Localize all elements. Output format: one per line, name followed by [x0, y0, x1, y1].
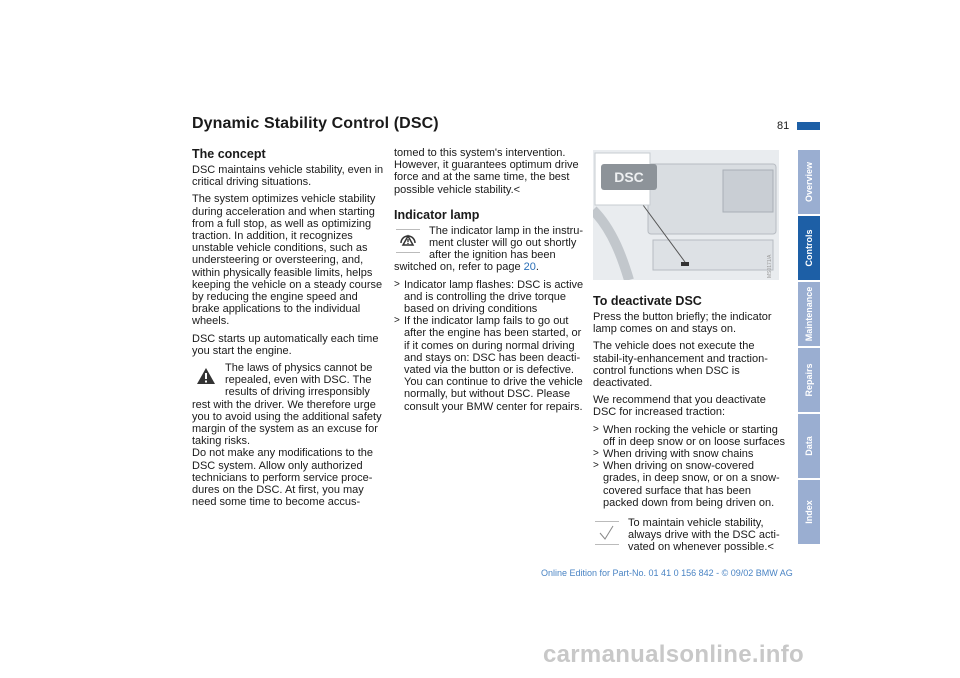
- warning-text: The laws of physics cannot be repealed, even with DSC. The results of driving irresponsibly rest with the driver. We therefore urge you to avoid using the additional safety margin of the system as an excuse for taking risks.: [192, 362, 382, 448]
- concept-paragraph-1: DSC maintains vehicle stability, even in critical driving situations.: [192, 164, 384, 189]
- list-item: > Indicator lamp flashes: DSC is active and is controlling the drive torque based on driving conditions: [394, 279, 587, 316]
- heading-concept: The concept: [192, 147, 266, 161]
- tab-label: Maintenance: [804, 286, 814, 342]
- image-code: MS0171/A: [767, 254, 773, 278]
- tip-sentence: To maintain vehicle stability, always drive with the DSC acti-vated on whenever possible.: [628, 517, 780, 554]
- dsc-warning-lamp-icon: [396, 229, 420, 253]
- indicator-note: [394, 225, 587, 274]
- tab-label: Controls: [804, 229, 814, 267]
- indicator-note-period: .: [535, 261, 539, 274]
- end-mark: <: [513, 183, 521, 196]
- dsc-button-label: DSC: [614, 169, 644, 185]
- checkmark-icon: [595, 521, 619, 545]
- tab-label: Repairs: [804, 363, 814, 397]
- tab-label: Data: [804, 436, 814, 456]
- heading-indicator-lamp: Indicator lamp: [394, 207, 480, 222]
- tip-text: [593, 517, 786, 554]
- list-item: > When driving on snow-covered grades, in deep snow, or on a snow-covered surface that has been packed down from being driven on.: [593, 460, 786, 509]
- concept-paragraph-3: DSC starts up automatically each time you start the engine.: [192, 332, 379, 357]
- tab-repairs[interactable]: [798, 348, 820, 412]
- tab-index[interactable]: [798, 480, 820, 544]
- column-indicator: [394, 147, 587, 418]
- tab-label: Index: [804, 500, 814, 524]
- concept-paragraph-2: The system optimizes vehicle stability during acceleration and when starting from a full stop, as well as optimizing traction. In addition, it recognizes unstable vehicle conditions, such as understeering or oversteering, and, within physically feasible limits, helps keeping the vehicle on a steady course by reducing the engine speed and brake applications to the individual wheels.: [192, 193, 383, 328]
- tab-label: Overview: [804, 161, 814, 203]
- deactivate-paragraph-1: Press the button briefly; the indicator lamp comes on and stays on.: [593, 311, 772, 336]
- indicator-note-sentence: The indicator lamp in the instru-ment cluster will go out shortly after the ignition has been switched on, refer to page: [394, 224, 584, 274]
- column-concept: [192, 147, 385, 513]
- footer-edition-note: Online Edition for Part-No. 01 41 0 156 842 - © 09/02 BMW AG: [541, 568, 793, 578]
- section-tabs: [798, 150, 820, 546]
- tab-controls[interactable]: [798, 216, 820, 280]
- warning-text-2: Do not make any modifications to the DSC system. Allow only authorized technicians to perform service proce-dures on the DSC. At first, you may need some time to become accus-: [192, 447, 373, 509]
- deactivate-paragraph-3: We recommend that you deactivate DSC for increased traction:: [593, 394, 766, 419]
- page-number: 81: [777, 120, 790, 132]
- list-item: > When rocking the vehicle or starting off in deep snow or on loose surfaces: [593, 424, 786, 448]
- deactivate-paragraph-2: The vehicle does not execute the stabil-ity-enhancement and traction-control functions when DSC is deactivated.: [593, 340, 768, 390]
- deactivate-bullet-list: [593, 424, 786, 509]
- tab-data[interactable]: [798, 414, 820, 478]
- list-item: > If the indicator lamp fails to go out after the engine has been started, or if it comes on during normal driving and stays on: DSC has been deacti-vated via the button or is defective. You can continue to drive the vehicle normally, but without DSC. Please consult your BMW center for repairs.: [394, 315, 587, 413]
- page-title: Dynamic Stability Control (DSC): [192, 115, 439, 132]
- tip-note: [593, 517, 786, 554]
- dashboard-drawing: [593, 150, 779, 280]
- warning-note: [192, 362, 385, 508]
- page-reference-link[interactable]: 20: [523, 261, 536, 274]
- continuation-sentence: tomed to this system's intervention. However, it guarantees optimum drive force and at the same time, the best possible vehicle stability.: [394, 147, 579, 196]
- dashboard-illustration: [593, 150, 779, 280]
- warning-triangle-icon: [194, 366, 216, 388]
- tab-maintenance[interactable]: [798, 282, 820, 346]
- end-mark: <: [767, 541, 774, 554]
- heading-deactivate: To deactivate DSC: [593, 294, 702, 308]
- continuation-text: [394, 147, 587, 196]
- watermark: carmanualsonline.info: [543, 641, 805, 668]
- indicator-note-text: [394, 225, 587, 274]
- page-number-bar: [797, 122, 820, 130]
- tab-overview[interactable]: [798, 150, 820, 214]
- list-item: > When driving with snow chains: [593, 448, 786, 460]
- indicator-bullet-list: [394, 279, 587, 413]
- column-deactivate: [593, 294, 786, 559]
